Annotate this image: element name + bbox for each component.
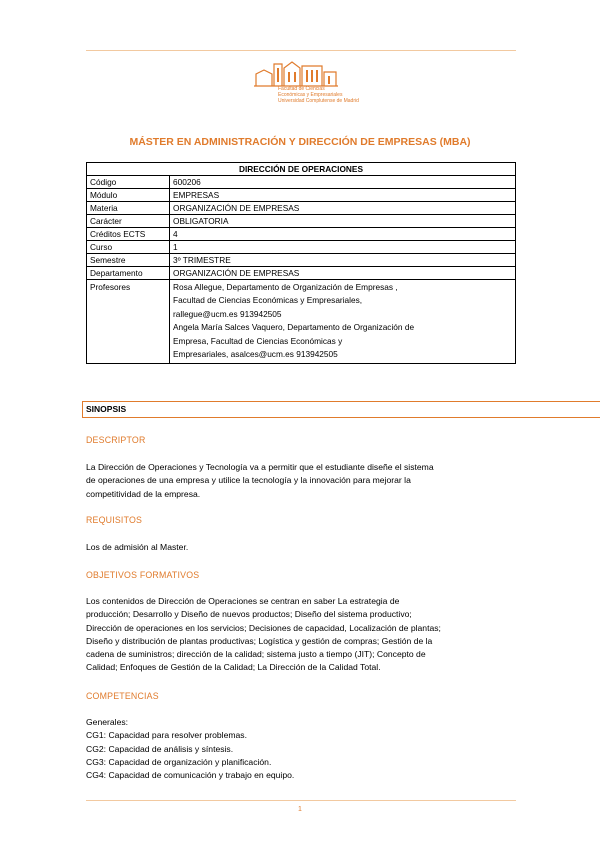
row-value: 3º TRIMESTRE [170, 254, 516, 267]
section-title-descriptor: DESCRIPTOR [86, 435, 146, 445]
table-header-row [87, 163, 516, 176]
objetivos-text [86, 595, 516, 675]
text-line: CG3: Capacidad de organización y planificación. [86, 756, 272, 767]
table-row [87, 241, 516, 254]
page-number: 1 [298, 806, 302, 813]
text-line: producción; Desarrollo y Diseño de nuevos productos; Diseño del sistema productivo; [86, 609, 412, 620]
table-row [87, 176, 516, 189]
row-label: Código [87, 176, 170, 189]
section-title-competencias: COMPETENCIAS [86, 691, 159, 701]
profesores-line: Empresa, Facultad de Ciencias Económicas y [173, 335, 343, 346]
section-title-requisitos: REQUISITOS [86, 515, 143, 525]
requisitos-text [86, 541, 516, 554]
profesores-value [170, 280, 516, 364]
descriptor-text [86, 461, 516, 501]
profesores-line: rallegue@ucm.es 913942505 [173, 308, 282, 319]
profesores-line: Angela María Salces Vaquero, Departamento de Organización de [173, 322, 415, 333]
logo-line-3: Universidad Complutense de Madrid [278, 98, 359, 104]
logo-line-1: Facultad de Ciencias [278, 86, 325, 92]
text-line: de operaciones de una empresa y utilice la tecnología y la innovación para mejorar la [86, 475, 411, 486]
row-label: Materia [87, 202, 170, 215]
top-rule [86, 50, 516, 51]
document-title: MÁSTER EN ADMINISTRACIÓN Y DIRECCIÓN DE EMPRESAS (MBA) [129, 136, 471, 148]
table-row [87, 202, 516, 215]
row-label: Semestre [87, 254, 170, 267]
profesores-line: Facultad de Ciencias Económicas y Empresariales, [173, 295, 363, 306]
table-row [87, 254, 516, 267]
row-label: Carácter [87, 215, 170, 228]
row-value: ORGANIZACIÓN DE EMPRESAS [170, 202, 516, 215]
table-row [87, 267, 516, 280]
row-label: Módulo [87, 189, 170, 202]
profesores-line: Empresariales, asalces@ucm.es 913942505 [173, 349, 338, 360]
logo-line-2: Económicas y Empresariales [278, 92, 343, 98]
section-title-objetivos: OBJETIVOS FORMATIVOS [86, 570, 200, 580]
row-value: EMPRESAS [170, 189, 516, 202]
competencias-text [86, 716, 516, 782]
text-line: Los contenidos de Dirección de Operaciones se centran en saber La estrategia de [86, 596, 400, 606]
row-label: Departamento [87, 267, 170, 280]
text-line: Diseño y distribución de plantas productivas; Logística y gestión de compras; Gestión de la [86, 635, 433, 646]
row-value: 1 [170, 241, 516, 254]
text-line: cadena de suministros; dirección de la calidad; sistema justo a tiempo (JIT); Concepto de [86, 649, 426, 660]
row-label: Créditos ECTS [87, 228, 170, 241]
text-line: La Dirección de Operaciones y Tecnología va a permitir que el estudiante diseñe el sistema [86, 462, 434, 472]
bottom-rule [86, 800, 516, 801]
table-row [87, 189, 516, 202]
logo-caption [278, 86, 358, 104]
table-row [87, 228, 516, 241]
table-row [87, 215, 516, 228]
table-row-profesores [87, 280, 516, 364]
text-line: Generales: [86, 717, 129, 727]
text-line: competitividad de la empresa. [86, 488, 201, 499]
text-line: CG4: Capacidad de comunicación y trabajo en equipo. [86, 770, 295, 781]
profesores-line: Rosa Allegue, Departamento de Organización de Empresas , [173, 282, 398, 292]
sinopsis-heading: SINOPSIS [82, 401, 600, 418]
row-value: 4 [170, 228, 516, 241]
table-header: DIRECCIÓN DE OPERACIONES [87, 163, 516, 176]
text-line: Calidad; Enfoques de Gestión de la Calidad; La Dirección de la Calidad Total. [86, 662, 381, 673]
text-line: Dirección de operaciones en los servicios; Decisiones de capacidad, Localización de plantas; [86, 622, 441, 633]
row-value: ORGANIZACIÓN DE EMPRESAS [170, 267, 516, 280]
row-value: 600206 [170, 176, 516, 189]
text-line: CG1: Capacidad para resolver problemas. [86, 730, 247, 741]
row-value: OBLIGATORIA [170, 215, 516, 228]
row-label: Curso [87, 241, 170, 254]
course-info-table [86, 162, 516, 364]
text-line: Los de admisión al Master. [86, 542, 189, 552]
text-line: CG2: Capacidad de análisis y síntesis. [86, 743, 234, 754]
row-label: Profesores [87, 280, 170, 364]
